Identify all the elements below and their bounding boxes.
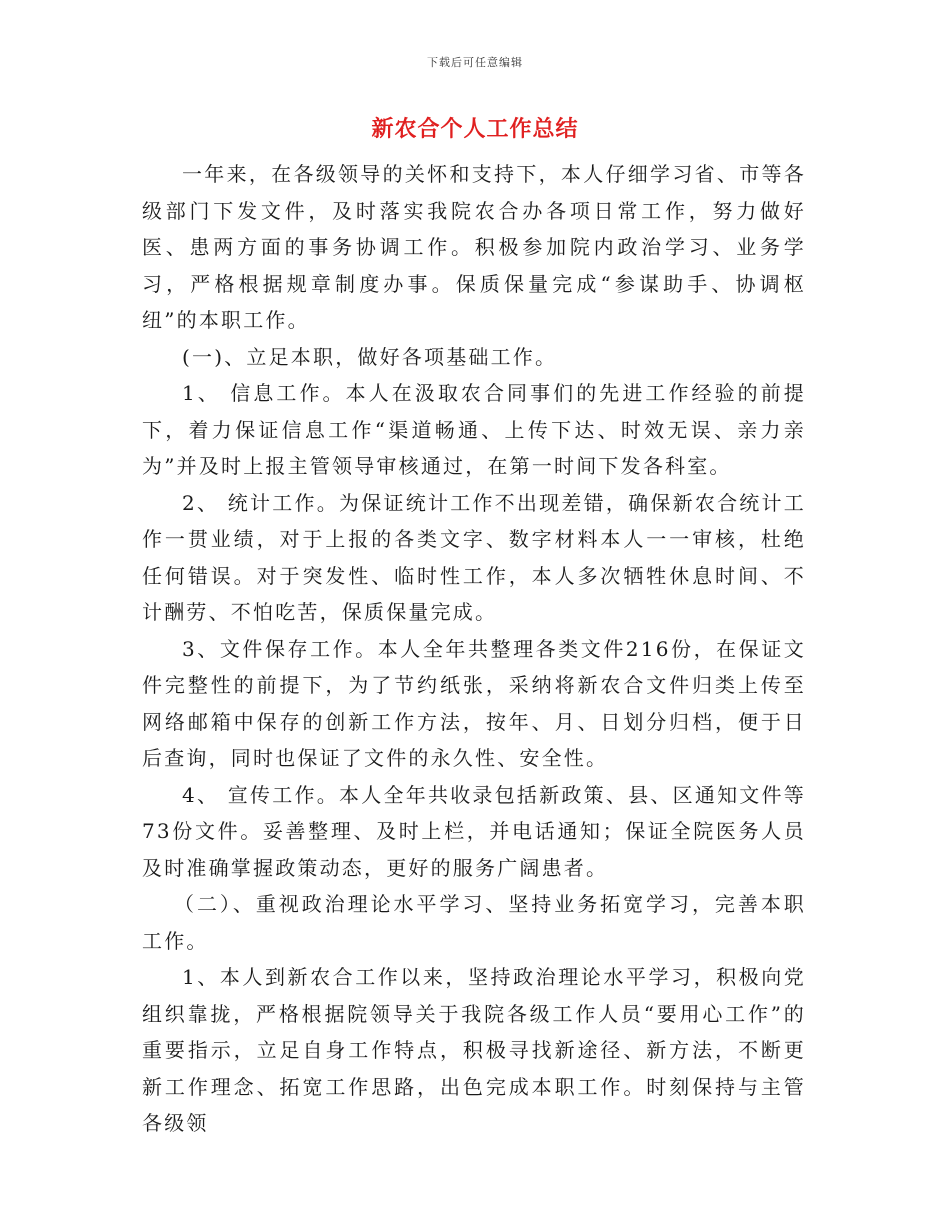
paragraph-info-work: 1、 信息工作。本人在汲取农合同事们的先进工作经验的前提下，着力保证信息工作“渠道畅通、上传下达、时效无误、亲力亲为”并及时上报主管领导审核通过，在第一时间下发各科室。 — [142, 381, 806, 478]
document-title: 新农合个人工作总结 — [371, 116, 579, 142]
document-body — [142, 156, 806, 1142]
section-heading-2: （二）、重视政治理论水平学习、坚持业务拓宽学习，完善本职工作。 — [142, 892, 806, 953]
paragraph-intro: 一年来，在各级领导的关怀和支持下，本人仔细学习省、市等各级部门下发文件，及时落实我院农合办各项日常工作，努力做好医、患两方面的事务协调工作。积极参加院内政治学习、业务学习，严格根据规章制度办事。保质保量完成“参谋助手、协调枢纽”的本职工作。 — [142, 162, 806, 332]
page-header-note: 下载后可任意编辑 — [427, 56, 523, 69]
section-heading-1: (一)、立足本职，做好各项基础工作。 — [182, 344, 558, 369]
paragraph-file-storage: 3、文件保存工作。本人全年共整理各类文件216份，在保证文件完整性的前提下，为了节约纸张，采纳将新农合文件归类上传至网络邮箱中保存的创新工作方法，按年、月、日划分归档，便于日后查询，同时也保证了文件的永久性、安全性。 — [142, 636, 806, 770]
paragraph-political-study: 1、本人到新农合工作以来，坚持政治理论水平学习，积极向党组织靠拢，严格根据院领导关于我院各级工作人员“要用心工作”的重要指示，立足自身工作特点，积极寻找新途径、新方法，不断更新工作理念、拓宽工作思路，出色完成本职工作。时刻保持与主管各级领 — [142, 965, 806, 1135]
paragraph-statistics-work: 2、 统计工作。为保证统计工作不出现差错，确保新农合统计工作一贯业绩，对于上报的各类文字、数字材料本人一一审核，杜绝任何错误。对于突发性、临时性工作，本人多次牺牲休息时间、不计酬劳、不怕吃苦，保质保量完成。 — [142, 490, 806, 624]
paragraph-publicity-work: 4、 宣传工作。本人全年共收录包括新政策、县、区通知文件等73份文件。妥善整理、及时上栏，并电话通知；保证全院医务人员及时准确掌握政策动态，更好的服务广阔患者。 — [142, 782, 806, 880]
